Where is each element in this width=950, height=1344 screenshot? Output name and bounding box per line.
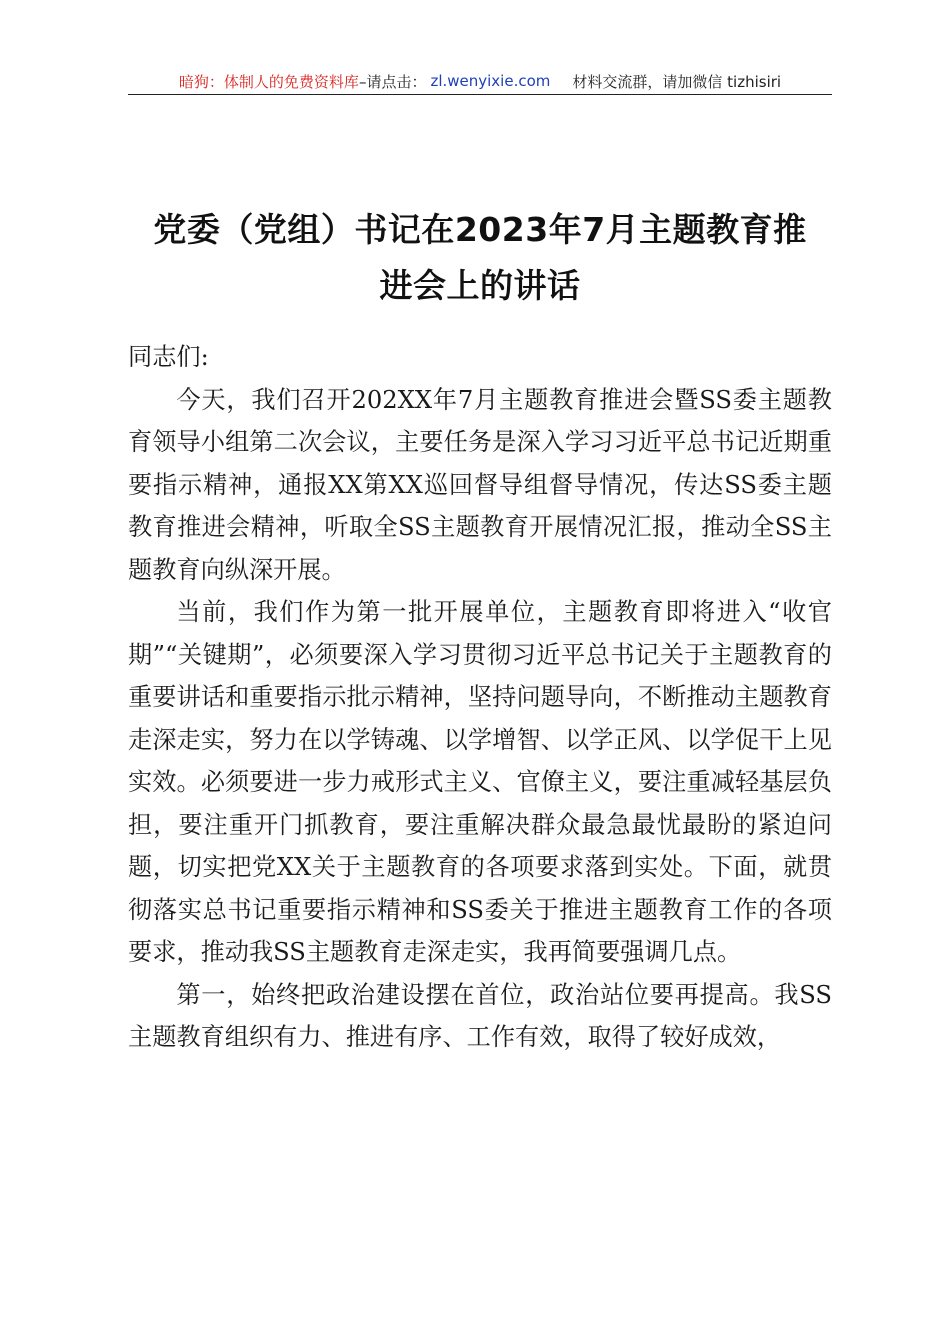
title-line-1: 党委（党组）书记在2023年7月主题教育推 (153, 210, 807, 249)
contact-info: 材料交流群，请加微信 tizhisiri (572, 72, 782, 91)
paragraph-2: 当前，我们作为第一批开展单位，主题教育即将进入“收官期”“关键期”，必须要深入学习贯彻习近平总书记关于主题教育的重要讲话和重要指示批示精神，坚持问题导向，不断推动主题教育走深走实，努力在以学铸魂、以学增智、以学正风、以学促干上见实效。必须要进一步力戒形式主义、官僚主义，要注重减轻基层负担，要注重开门抓教育，要注重解决群众最急最忧最盼的紧迫问题，切实把党XX关于主题教育的各项要求落到实处。下面，就贯彻落实总书记重要指示精神和SS委关于推进主题教育工作的各项要求，推动我SS主题教育走深走实，我再简要强调几点。 (128, 598, 832, 966)
title-line-2: 进会上的讲话 (379, 266, 581, 305)
site-url-link[interactable]: zl.wenyixie.com (430, 72, 551, 90)
paragraph-3: 第一，始终把政治建设摆在首位，政治站位要再提高。我SS主题教育组织有力、推进有序、工作有效，取得了较好成效， (128, 980, 832, 1051)
page-header (128, 68, 832, 95)
paragraph-1: 今天，我们召开202XX年7月主题教育推进会暨SS委主题教育领导小组第二次会议，主要任务是深入学习习近平总书记近期重要指示精神，通报XX第XX巡回督导组督导情况，传达SS委主题教育推进会精神，听取全SS主题教育开展情况汇报，推动全SS主题教育向纵深开展。 (128, 385, 832, 584)
salutation: 同志们: (128, 343, 209, 371)
document-title (128, 202, 832, 314)
click-prompt: –请点击： (358, 72, 427, 91)
site-name: 暗狗：体制人的免费资料库 (178, 72, 359, 91)
document-body (128, 336, 832, 1059)
